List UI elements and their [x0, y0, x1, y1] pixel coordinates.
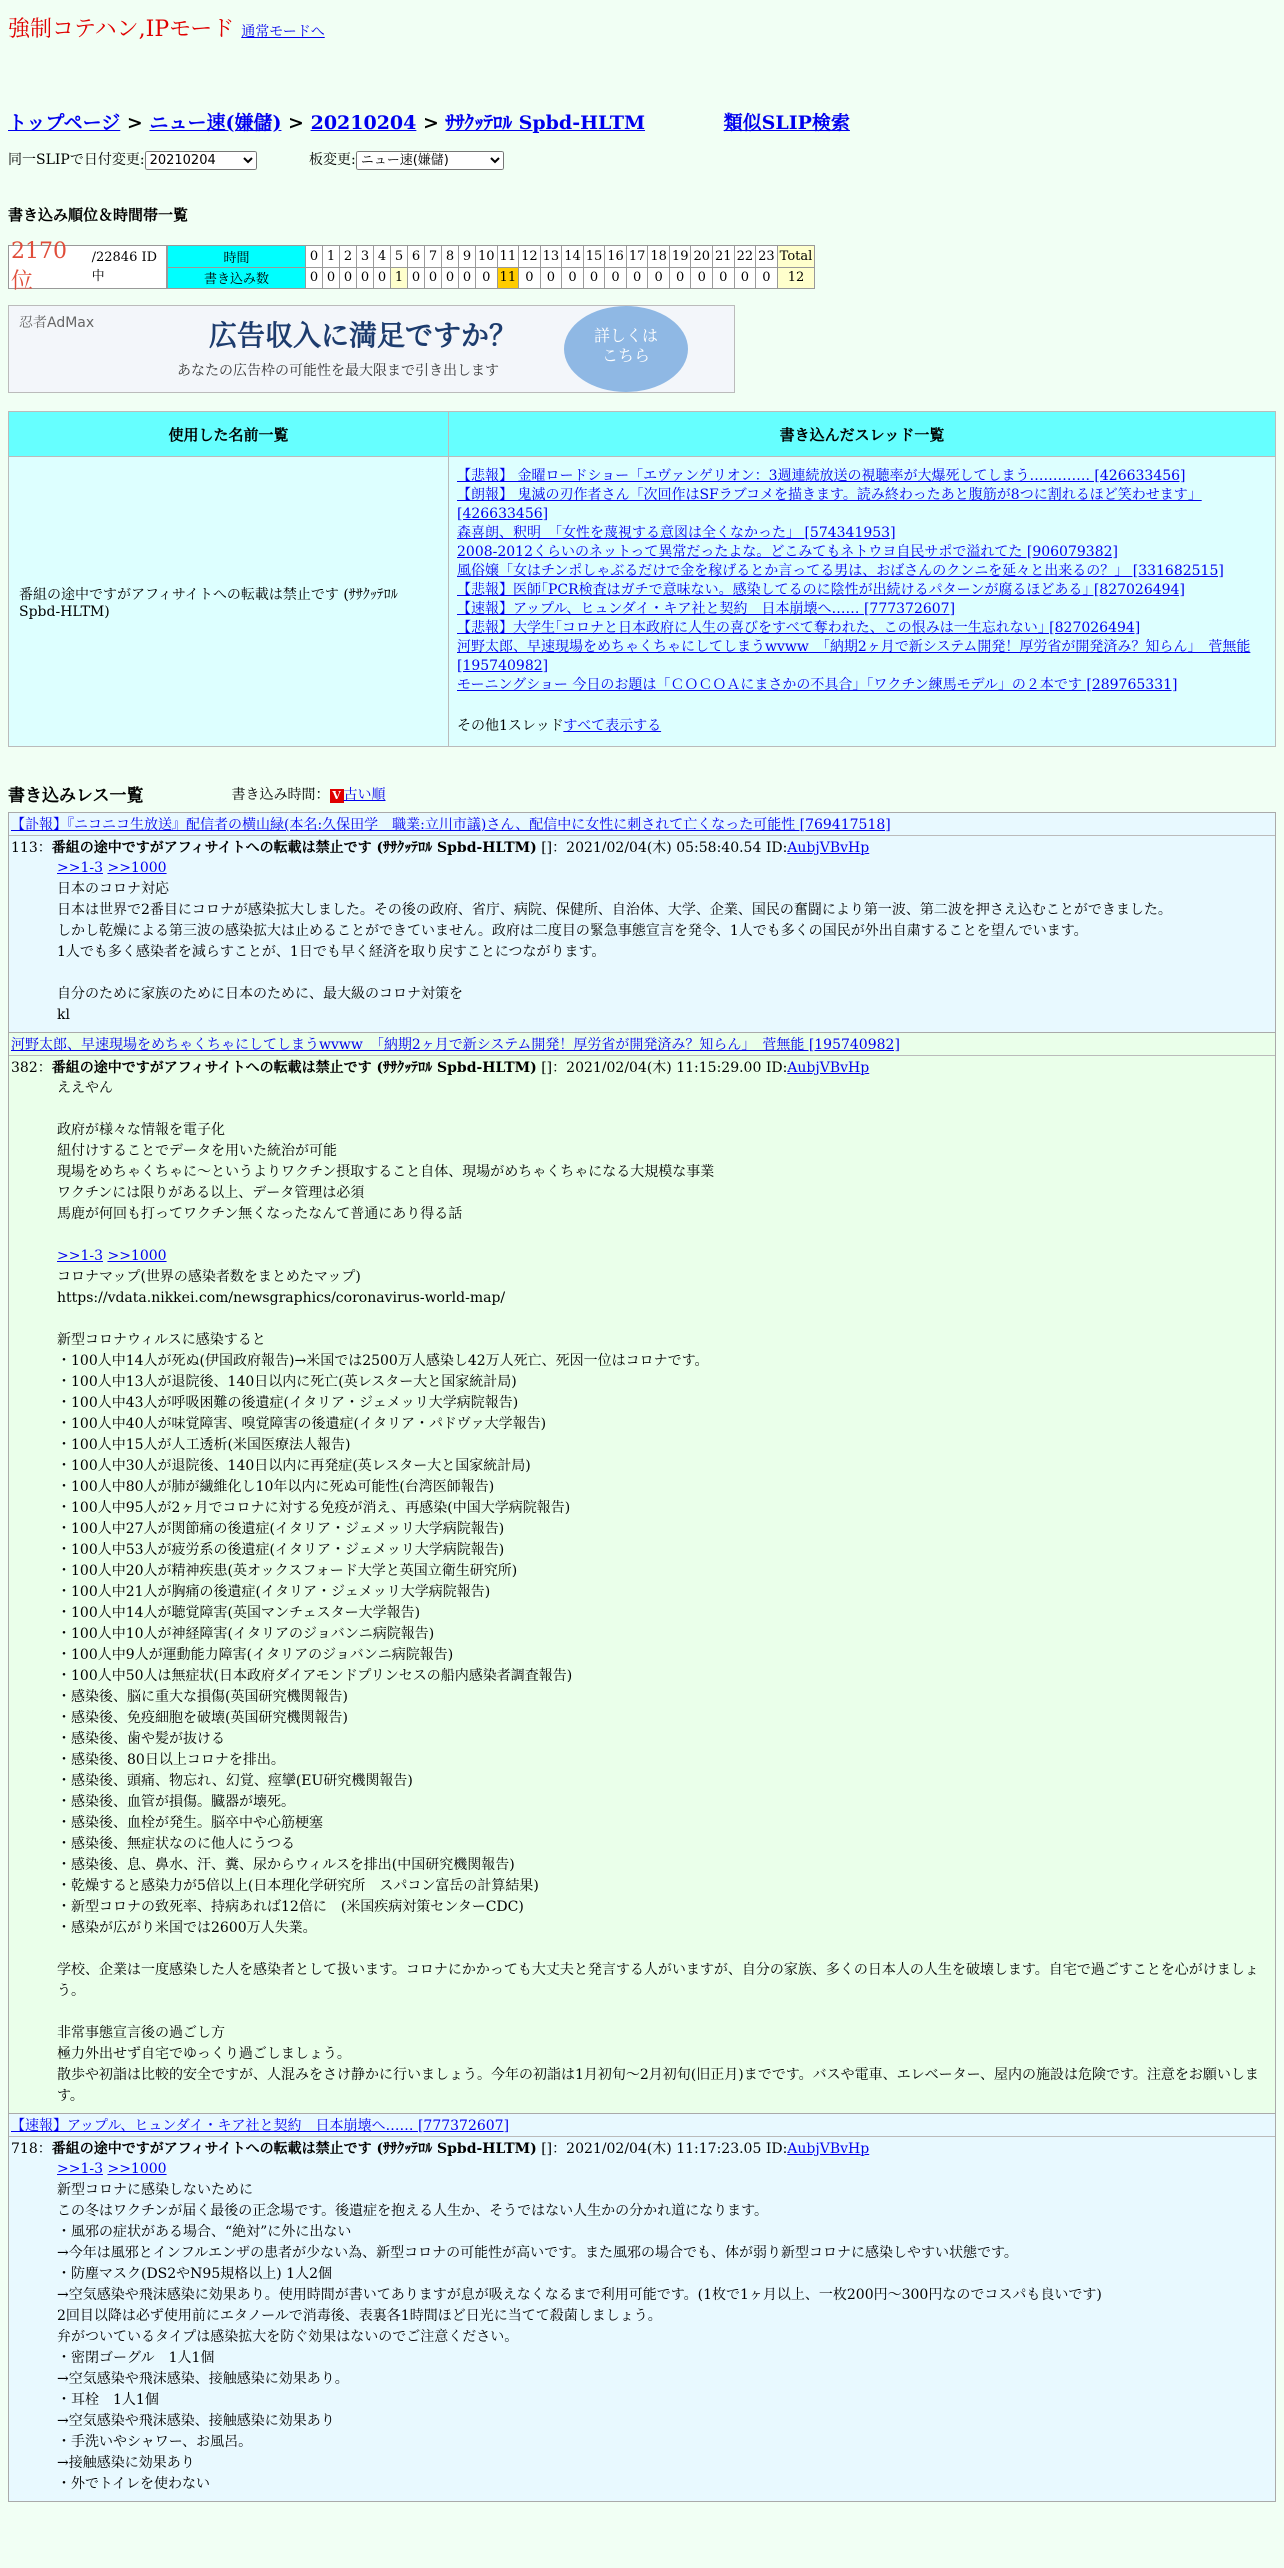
used-name: 番組の途中ですがアフィサイトへの転載は禁止です (ｻｻｸｯﾃﾛﾙ Spbd-HLTM) [9, 457, 449, 747]
thread-link[interactable]: 風俗嬢「女はチンポしゃぶるだけで金を稼げるとか言ってる男は、おばさんのクンニを延々と出来るの？」 [331682515] [457, 563, 1224, 579]
hour-cell: 1 [323, 246, 340, 268]
post-mail: []： [541, 1060, 567, 1076]
thread-link[interactable]: 河野太郎、早速現場をめちゃくちゃにしてしまうwvww 「納期2ヶ月で新システム開発！厚労省が開発済み？知らん」 菅無能 [195740982] [457, 639, 1251, 674]
hour-cell: Total [777, 246, 815, 268]
mode-title: 強制コテハン,IPモード [8, 17, 235, 42]
breadcrumb-date[interactable]: 20210204 [310, 112, 417, 134]
post-header [9, 1056, 1275, 1078]
count-cell: 0 [357, 267, 374, 289]
ad-button-line: こちら [601, 346, 650, 365]
post-id-link[interactable]: AubjVBvHp [787, 1060, 870, 1076]
post-number: 382 [11, 1060, 38, 1076]
hour-cell: 15 [583, 246, 605, 268]
normal-mode-link[interactable]: 通常モードへ [241, 24, 325, 40]
rank-section [8, 239, 1276, 294]
count-cell: 0 [340, 267, 357, 289]
post-id-link[interactable]: AubjVBvHp [787, 840, 870, 856]
post-thread-link[interactable]: 河野太郎、早速現場をめちゃくちゃにしてしまうwvww 「納期2ヶ月で新システム開発！厚労省が開発済み？知らん」 菅無能 [195740982] [11, 1037, 900, 1053]
board-select[interactable] [356, 151, 504, 170]
hour-cell: 3 [357, 246, 374, 268]
anchor-link[interactable]: >>1000 [107, 860, 167, 876]
date-select[interactable] [145, 151, 257, 170]
count-cell: 0 [459, 267, 476, 289]
hour-cell: 5 [391, 246, 408, 268]
post-number: 718 [11, 2141, 38, 2157]
rank-total: /22846 ID中 [91, 250, 158, 284]
count-cell: 0 [734, 267, 756, 289]
post-name: 番組の途中ですがアフィサイトへの転載は禁止です (ｻｻｸｯﾃﾛﾙ Spbd-HLTM) [51, 2141, 537, 2157]
hour-cell: 10 [476, 246, 498, 268]
res-header [8, 781, 1276, 806]
post-thread-link[interactable]: 【速報】アップル、ヒュンダイ・キア社と契約 日本崩壊へ…… [777372607] [11, 2118, 510, 2134]
breadcrumb [8, 108, 1276, 135]
count-cell: 0 [669, 267, 691, 289]
breadcrumb-board[interactable]: ニュー速(嫌儲) [149, 112, 282, 134]
post-thread-title [9, 2114, 1275, 2137]
count-cell: 1 [391, 267, 408, 289]
thread-link[interactable]: 【速報】アップル、ヒュンダイ・キア社と契約 日本崩壊へ…… [777372607] [457, 601, 956, 617]
post-item [8, 1032, 1276, 2114]
post-body [9, 858, 1275, 1032]
anchor-link[interactable]: >>1-3 [57, 860, 104, 876]
post-header [9, 2137, 1275, 2159]
breadcrumb-sep: > [281, 112, 311, 134]
anchor-link[interactable]: >>1000 [107, 1248, 167, 1264]
count-cell: 0 [648, 267, 670, 289]
hour-cell: 6 [408, 246, 425, 268]
ad-banner[interactable] [8, 305, 735, 393]
hour-cell: 7 [425, 246, 442, 268]
hour-cell: 9 [459, 246, 476, 268]
post-sep: ： [37, 2141, 52, 2157]
post-sep: ： [37, 1060, 52, 1076]
threads-column-header: 書き込んだスレッド一覧 [449, 412, 1276, 457]
hour-cell: 16 [605, 246, 627, 268]
rank-number: 2170 位 [11, 239, 67, 294]
count-label: 書き込み数 [168, 267, 306, 289]
ad-headline: 広告収入に満足ですか？ [209, 319, 518, 352]
show-all-link[interactable]: すべて表示する [563, 718, 662, 734]
count-cell: 0 [562, 267, 584, 289]
post-date: 2021/02/04(木) 11:17:23.05 ID: [566, 2141, 788, 2157]
count-cell: 0 [442, 267, 459, 289]
res-heading: 書き込みレス一覧 [8, 786, 144, 806]
count-cell: 0 [540, 267, 562, 289]
change-controls [8, 149, 1276, 170]
breadcrumb-home[interactable]: トップページ [8, 112, 121, 134]
ad-button-line: 詳しくは [593, 326, 658, 345]
ad-subtext: あなたの広告枠の可能性を最大限まで引き出します [177, 363, 499, 379]
count-cell: 0 [476, 267, 498, 289]
thread-link[interactable]: 【朗報】 鬼滅の刃作者さん「次回作はSFラブコメを描きます。読み終わったあと腹筋が8つに割れるほど笑わせます」 [426633456] [457, 487, 1202, 522]
hour-cell: 19 [669, 246, 691, 268]
post-mail: []： [541, 2141, 567, 2157]
post-text: 新型コロナに感染しないために この冬はワクチンが届く最後の正念場です。後遺症を抱える人生か、そうではない人生かの分かれ道になります。 ・風邪の症状がある場合、“絶対”に外に出ない →今年は風邪とインフルエンザの患者が少ない為、新型コロナの可能性が高いです。また風邪の場合でも、体が弱り新型コロナに感染しやすい状態です。 ・防塵マスク(DS2やN95規格以上) 1人2個 →空気感染や飛沫感染に効果あり。使用時間が書いてありますが息が吸えなくなるまで利用可能です。(1枚で1ヶ月以上、一枚200円～300円なのでコスパも良いです) 2回目以降は必ず使用前にエタノールで消毒後、表裏各1時間ほど日光に当てて殺菌しましょう。 弁がついているタイプは感染拡大を防ぐ効果はないのでご注意ください。 ・密閉ゴーグル 1人1個 →空気感染や飛沫感染、接触感染に効果あり。 ・耳栓 1人1個 →空気感染や飛沫感染、接触感染に効果あり ・手洗いやシャワー、お風呂。 →接触感染に効果あり ・外でトイレを使わない [57, 2182, 1102, 2492]
hour-cell: 11 [497, 246, 519, 268]
anchor-link[interactable]: >>1000 [107, 2161, 167, 2177]
ad-logo: 忍者AdMax [19, 315, 95, 331]
rank-heading: 書き込み順位＆時間帯一覧 [8, 206, 189, 224]
hour-cell: 23 [756, 246, 778, 268]
count-cell: 0 [519, 267, 541, 289]
post-thread-title [9, 813, 1275, 836]
post-item [8, 812, 1276, 1033]
thread-link[interactable]: 森喜朗、釈明 「女性を蔑視する意図は全くなかった」 [574341953] [457, 525, 896, 541]
post-body [9, 1078, 1275, 2113]
anchor-link[interactable]: >>1-3 [57, 1248, 104, 1264]
anchor-link[interactable]: >>1-3 [57, 2161, 104, 2177]
hour-cell: 14 [562, 246, 584, 268]
count-cell: 0 [691, 267, 713, 289]
thread-link[interactable]: モーニングショー 今日のお題は「ＣＯＣＯＡにまさかの不具合」「ワクチン練馬モデル」の２本です [289765331] [457, 677, 1178, 693]
post-item [8, 2113, 1276, 2502]
post-date: 2021/02/04(木) 11:15:29.00 ID: [566, 1060, 788, 1076]
sort-oldest-link[interactable]: 古い順 [343, 786, 386, 803]
names-threads-table [8, 411, 1276, 747]
breadcrumb-slip[interactable]: ｻｻｸｯﾃﾛﾙ Spbd-HLTM [445, 112, 646, 134]
hour-cell: 18 [648, 246, 670, 268]
hour-cell: 20 [691, 246, 713, 268]
breadcrumb-sep: > [120, 112, 150, 134]
post-name: 番組の途中ですがアフィサイトへの転載は禁止です (ｻｻｸｯﾃﾛﾙ Spbd-HLTM) [51, 1060, 537, 1076]
board-change-label: 板変更: [309, 152, 356, 168]
count-cell: 0 [374, 267, 391, 289]
thread-link[interactable]: 【悲報】 金曜ロードショー「エヴァンゲリオン：3週連続放送の視聴率が大爆死してしまう…………. [426633456] [457, 468, 1186, 484]
hour-cell: 12 [519, 246, 541, 268]
hour-cell: 22 [734, 246, 756, 268]
count-cell: 0 [713, 267, 735, 289]
post-text: コロナマップ(世界の感染者数をまとめたマップ) https://vdata.nikkei.com/newsgraphics/coronavirus-world-map/ 新型コロナウィルスに感染すると ・100人中14人が死ぬ(伊国政府報告)→米国では2500万人感染し42万人死亡、死因一位はコロナです。 ・100人中13人が退院後、140日以内に死亡(英レスター大と国家統計局) ・100人中43人が呼吸困難の後遺症(イタリア・ジェメッリ大学病院報告) ・100人中40人が味覚障害、嗅覚障害の後遺症(イタリア・パドヴァ大学報告) ・100人中15人が人工透析(米国医療法人報告) ・100人中30人が退院後、140日以内に再発症(英レスター大と国家統計局) ・100人中80人が肺が繊維化し10年以内に死ぬ可能性(台湾医師報告) ・100人中95人が2ヶ月でコロナに対する免疫が消え、再感染(中国大学病院報告) ・100人中27人が関節痛の後遺症(イタリア・ジェメッリ大学病院報告) ・100人中53人が疲労系の後遺症(イタリア・ジェメッリ大学病院報告) ・100人中20人が精神疾患(英オックスフォード大学と英国立衛生研究所) ・100人中21人が胸痛の後遺症(イタリア・ジェメッリ大学病院報告) ・100人中14人が聴覚障害(英国マンチェスター大学報告) ・100人中10人が神経障害(イタリアのジョバンニ病院報告) ・100人中9人が運動能力障害(イタリアのジョバンニ病院報告) ・100人中50人は無症状(日本政府ダイアモンドプリンセスの船内感染者調査報告) ・感染後、脳に重大な損傷(英国研究機関報告) ・感染後、免疫細胞を破壊(英国研究機関報告) ・感染後、歯や髪が抜ける ・感染後、80日以上コロナを排出。 ・感染後、頭痛、物忘れ、幻覚、痙攣(EU研究機関報告) ・感染後、血管が損傷。臓器が壊死。 ・感染後、血栓が発生。脳卒中や心筋梗塞 ・感染後、無症状なのに他人にうつる ・感染後、息、鼻水、汗、糞、尿からウィルスを排出(中国研究機関報告) ・乾燥すると感染力が5倍以上(日本理化学研究所 スパコン富岳の計算結果) ・新型コロナの致死率、持病あれば12倍に (米国疾病対策センターCDC) ・感染が広がり米国では2600万人失業。 学校、企業は一度感染した人を感染者として扱います。コロナにかかっても大丈夫と発言する人がいますが、自分の家族、多くの日本人の人生を破壊します。自宅で過ごすことを心がけましょう。 非常事態宣言後の過ごし方 極力外出せず自宅でゆっくり過ごしましょう。 散歩や初詣は比較的安全ですが、人混みをさけ静かに行いましょう。今年の初詣は1月初旬～2月初旬(旧正月)までです。バスや電車、エレベーター、屋内の施設は危険です。注意をお願いします。 [57, 1269, 1259, 2104]
post-list [8, 812, 1276, 2502]
sort-label: 書き込み時間： [231, 786, 330, 803]
ad-details-button[interactable] [564, 306, 688, 392]
count-cell: 0 [626, 267, 648, 289]
count-cell: 0 [323, 267, 340, 289]
post-thread-link[interactable]: 【訃報】『ニコニコ生放送』配信者の横山緑(本名:久保田学 職業:立川市議)さん、配信中に女性に刺されて亡くなった可能性 [769417518] [11, 817, 891, 833]
thread-list [457, 467, 1267, 695]
post-number: 113 [11, 840, 38, 856]
post-id-link[interactable]: AubjVBvHp [787, 2141, 870, 2157]
hourly-table [167, 245, 815, 289]
count-cell: 0 [306, 267, 323, 289]
hour-cell: 17 [626, 246, 648, 268]
post-text: 日本のコロナ対応 日本は世界で2番目にコロナが感染拡大しました。その後の政府、省庁、病院、保健所、自治体、大学、企業、国民の奮闘により第一波、第二波を押さえ込むことができました。 しかし乾燥による第三波の感染拡大は止めることができていません。政府は二度目の緊急事態宣言を発令、1人でも多くの国民が外出自粛することを望んでいます。 1人でも多く感染者を減らすことが、1日でも早く経済を取り戻すことにつながります。 自分のために家族のために日本のために、最大級のコロナ対策を kl [57, 881, 1172, 1023]
date-change-label: 同一SLIPで日付変更: [8, 152, 145, 168]
similar-slip-search-link[interactable]: 類似SLIP検索 [723, 112, 850, 134]
count-cell: 0 [408, 267, 425, 289]
post-name: 番組の途中ですがアフィサイトへの転載は禁止です (ｻｻｸｯﾃﾛﾙ Spbd-HLTM) [51, 840, 537, 856]
hour-cell: 4 [374, 246, 391, 268]
breadcrumb-sep: > [416, 112, 446, 134]
post-thread-title [9, 1033, 1275, 1056]
count-cell: 0 [583, 267, 605, 289]
count-cell: 11 [497, 267, 519, 289]
hour-cell: 0 [306, 246, 323, 268]
post-date: 2021/02/04(木) 05:58:40.54 ID: [566, 840, 788, 856]
count-cell: 0 [756, 267, 778, 289]
page-header [8, 0, 1276, 52]
hour-cell: 21 [713, 246, 735, 268]
hour-cell: 13 [540, 246, 562, 268]
post-body [9, 2159, 1275, 2501]
thread-link[interactable]: 2008-2012くらいのネットって異常だったよな。どこみてもネトウヨ自民サポで溢れてた [906079382] [457, 544, 1118, 560]
hour-cell: 8 [442, 246, 459, 268]
post-sep: ： [37, 840, 52, 856]
thread-link[interactable]: 【悲報】医師｢PCR検査はガチで意味ない。感染してるのに陰性が出続けるパターンが腐るほどある｣ [827026494] [457, 582, 1185, 598]
hour-cell: 2 [340, 246, 357, 268]
names-column-header: 使用した名前一覧 [9, 412, 449, 457]
sort-order-icon: V [330, 789, 344, 803]
post-mail: []： [541, 840, 567, 856]
sort-control [232, 784, 386, 804]
time-label: 時間 [168, 246, 306, 268]
post-text: ええやん 政府が様々な情報を電子化 紐付けすることでデータを用いた統治が可能 現場をめちゃくちゃに～というよりワクチン摂取すること自体、現場がめちゃくちゃになる大規模な事業 ワクチンには限りがある以上、データ管理は必須 馬鹿が何回も打ってワクチン無くなったなんて普通にあり得る話 [57, 1080, 715, 1222]
count-cell: 0 [425, 267, 442, 289]
more-threads-text: その他1スレッド [457, 718, 564, 734]
post-header [9, 836, 1275, 858]
more-threads [457, 717, 1267, 736]
count-cell: 12 [777, 267, 815, 289]
thread-link[interactable]: 【悲報】大学生｢コロナと日本政府に人生の喜びをすべて奪われた、この恨みは一生忘れない｣ [827026494] [457, 620, 1141, 636]
rank-box [8, 239, 167, 294]
count-cell: 0 [605, 267, 627, 289]
